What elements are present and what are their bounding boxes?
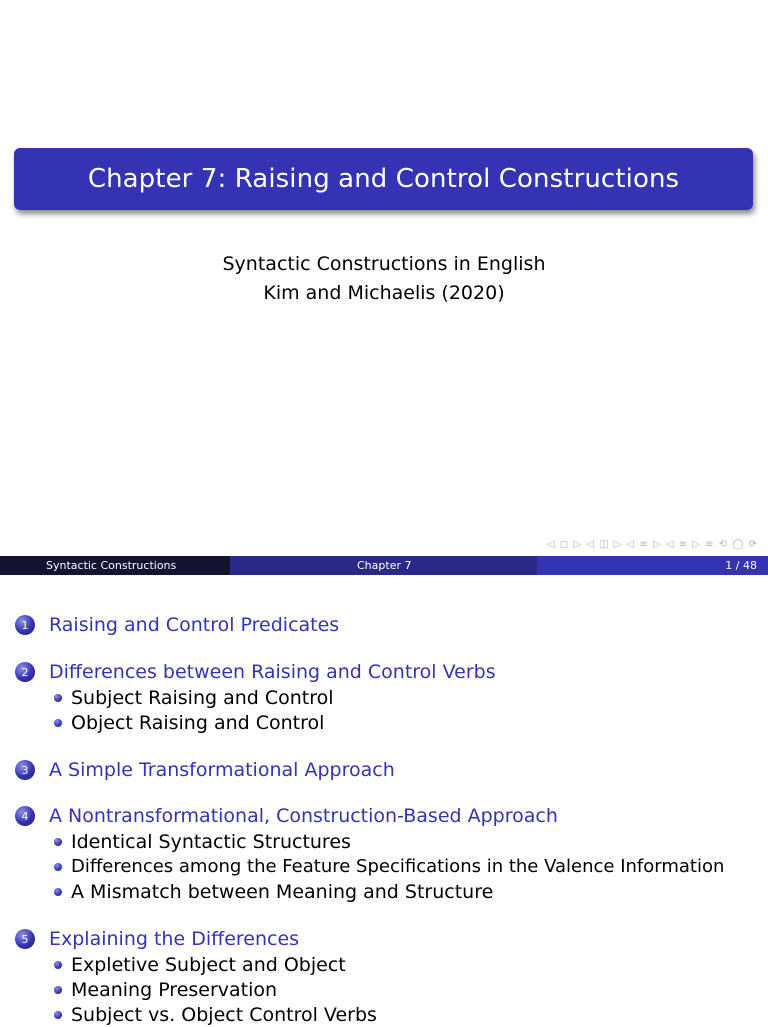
toc-subsection[interactable]: [54, 952, 377, 977]
toc-section-1[interactable]: [15, 612, 339, 638]
toc-section-4[interactable]: [15, 803, 724, 904]
section-number-ball: 1: [15, 615, 35, 635]
navigation-symbols[interactable]: ◁ ◻ ▷ ◁ ◫ ▷ ◁ ≡ ▷ ◁ ≡ ▷ ≡ ⟲ ◯ ⟳: [546, 539, 758, 550]
subsection-title[interactable]: Identical Syntactic Structures: [71, 830, 351, 853]
footer-short-title: Syntactic Constructions: [46, 559, 177, 572]
section-title[interactable]: A Simple Transformational Approach: [49, 759, 395, 781]
section-number-ball: 4: [15, 806, 35, 826]
toc-subsection[interactable]: [54, 854, 724, 879]
section-title[interactable]: Differences between Raising and Control Verbs: [49, 661, 496, 683]
footer-segment-left: [0, 556, 230, 575]
footer-segment-middle: [230, 556, 537, 575]
subsection-title[interactable]: Meaning Preservation: [71, 978, 278, 1001]
subsection-title[interactable]: Expletive Subject and Object: [71, 953, 346, 976]
section-title[interactable]: A Nontransformational, Construction-Based Approach: [49, 805, 558, 827]
bullet-icon: [54, 863, 62, 871]
section-title[interactable]: Explaining the Differences: [49, 928, 300, 950]
section-title[interactable]: Raising and Control Predicates: [49, 614, 340, 636]
bullet-icon: [54, 694, 62, 702]
slide-title: Chapter 7: Raising and Control Constructions: [87, 164, 680, 194]
subtitle-block: [0, 250, 768, 308]
section-number-ball: 2: [15, 662, 35, 682]
toc-subsection[interactable]: [54, 1002, 377, 1027]
toc-subsection[interactable]: [54, 879, 724, 904]
toc-section-5[interactable]: [15, 926, 377, 1027]
bullet-icon: [54, 986, 62, 994]
toc-subsection[interactable]: [54, 685, 496, 710]
section-number-ball: 5: [15, 929, 35, 949]
bullet-icon: [54, 888, 62, 896]
subsection-title[interactable]: Object Raising and Control: [71, 711, 325, 734]
slide-authors: Kim and Michaelis (2020): [263, 282, 505, 304]
slide-subtitle: Syntactic Constructions in English: [222, 253, 546, 275]
bullet-icon: [54, 1011, 62, 1019]
subsection-title[interactable]: Differences among the Feature Specifications in the Valence Information: [71, 856, 725, 877]
toc-section-2[interactable]: [15, 659, 496, 735]
section-number-ball: 3: [15, 760, 35, 780]
footer-chapter: Chapter 7: [357, 559, 412, 572]
bullet-icon: [54, 961, 62, 969]
footer-page-number: 1 / 48: [725, 559, 757, 572]
footer-segment-right: [537, 556, 768, 575]
bullet-icon: [54, 838, 62, 846]
toc-section-3[interactable]: [15, 757, 395, 783]
slide-footer: [0, 556, 768, 575]
bullet-icon: [54, 719, 62, 727]
subsection-title[interactable]: Subject Raising and Control: [71, 686, 334, 709]
toc-subsection[interactable]: [54, 977, 377, 1002]
toc-subsection[interactable]: [54, 829, 724, 854]
slide-title-box: [14, 148, 753, 210]
table-of-contents: [0, 575, 768, 1024]
toc-subsection[interactable]: [54, 710, 496, 735]
subsection-title[interactable]: Subject vs. Object Control Verbs: [71, 1003, 377, 1026]
subsection-title[interactable]: A Mismatch between Meaning and Structure: [71, 880, 494, 903]
